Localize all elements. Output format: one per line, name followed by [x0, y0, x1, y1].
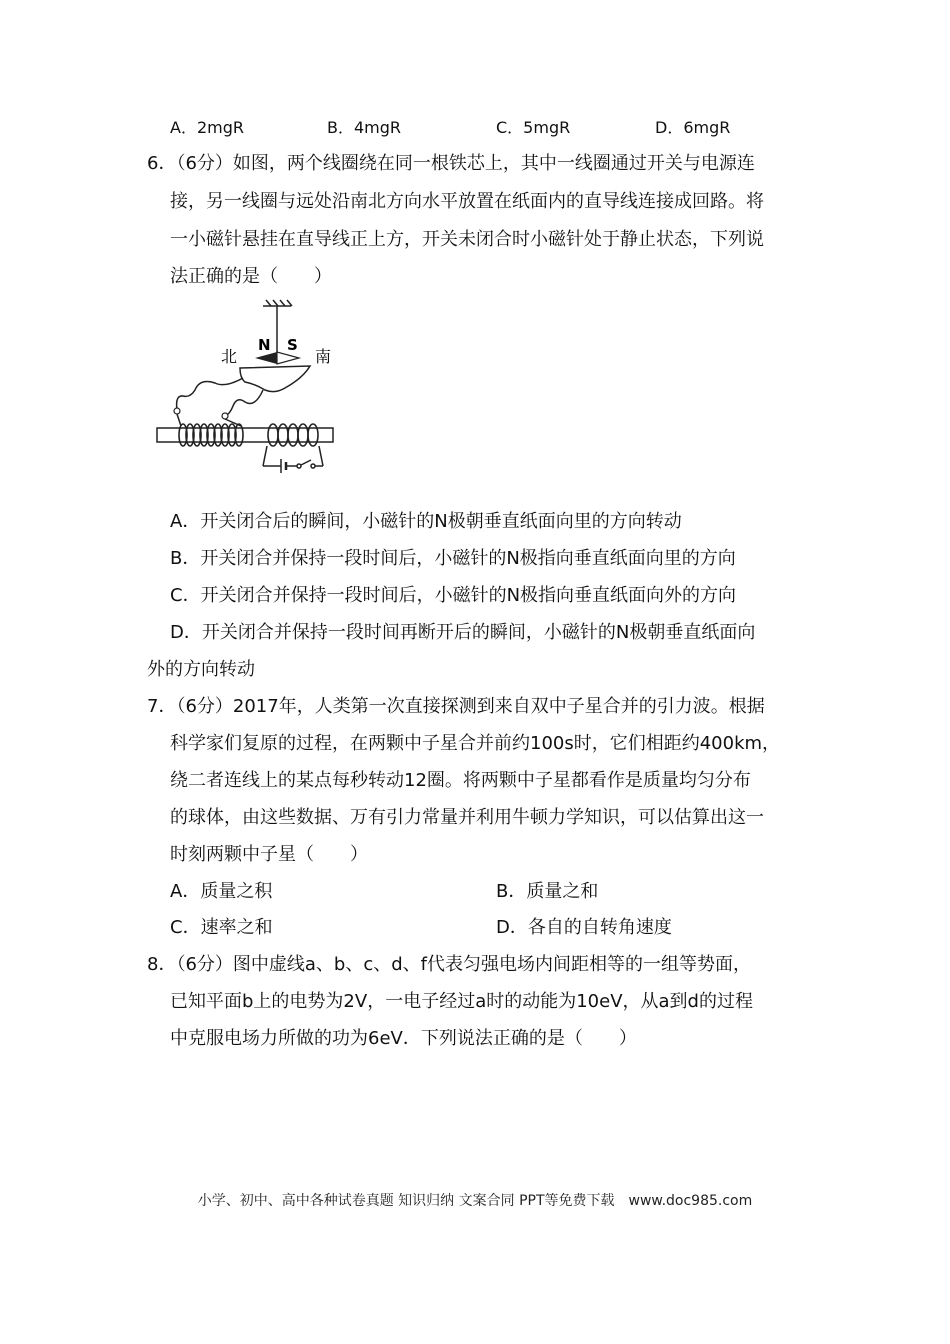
iron-core: [157, 428, 333, 442]
q7-stem-line-5: 时刻两颗中子星（ ）: [170, 844, 368, 865]
q7-option-b: B．质量之和: [496, 881, 599, 902]
straight-wire: [240, 366, 310, 392]
q7-stem-line-1: 7．（6分）2017年，人类第一次直接探测到来自双中子星合并的引力波。根据: [147, 696, 765, 717]
q7-option-a: A．质量之积: [170, 881, 273, 902]
south-label: 南: [315, 347, 332, 366]
battery-switch-circuit: [263, 446, 323, 473]
q6-stem-line-3: 一小磁针悬挂在直导线正上方，开关未闭合时小磁针处于静止状态，下列说: [170, 229, 764, 250]
q6-option-a: A．开关闭合后的瞬间，小磁针的N极朝垂直纸面向里的方向转动: [170, 511, 682, 532]
q8-stem-line-2: 已知平面b上的电势为2V，一电子经过a时的动能为10eV，从a到d的过程: [170, 991, 753, 1012]
q6-option-b: B．开关闭合并保持一段时间后，小磁针的N极指向垂直纸面向里的方向: [170, 548, 736, 569]
q5-option-b: B．4mgR: [327, 118, 402, 137]
q6-stem-line-1: 6．（6分）如图，两个线圈绕在同一根铁芯上，其中一线圈通过开关与电源连: [147, 153, 755, 174]
q6-option-d-continued: 外的方向转动: [147, 659, 255, 680]
q5-option-d: D．6mgR: [655, 118, 731, 137]
s-pole-label: S: [287, 336, 298, 354]
q6-stem-line-2: 接，另一线圈与远处沿南北方向水平放置在纸面内的直导线连接成回路。将: [170, 191, 764, 212]
q6-option-c: C．开关闭合并保持一段时间后，小磁针的N极指向垂直纸面向外的方向: [170, 585, 737, 606]
q6-stem-line-4: 法正确的是（ ）: [170, 266, 332, 287]
q8-stem-line-3: 中克服电场力所做的功为6eV．下列说法正确的是（ ）: [170, 1028, 637, 1049]
q7-option-d: D．各自的自转角速度: [496, 917, 672, 938]
n-pole-label: N: [258, 336, 271, 354]
q5-option-a: A．2mgR: [170, 118, 244, 137]
q6-figure: [145, 298, 345, 483]
q7-stem-line-2: 科学家们复原的过程，在两颗中子星合并前约100s时，它们相距约400km，: [170, 733, 781, 754]
q6-option-d: D．开关闭合并保持一段时间再断开后的瞬间，小磁针的N极朝垂直纸面向: [170, 622, 756, 643]
north-label: 北: [221, 347, 238, 366]
q7-option-c: C．速率之和: [170, 917, 273, 938]
q5-option-c: C．5mgR: [496, 118, 571, 137]
lead-wire-right: [225, 390, 263, 416]
q7-stem-line-4: 的球体，由这些数据、万有引力常量并利用牛顿力学知识，可以估算出这一: [170, 807, 764, 828]
q7-stem-line-3: 绕二者连线上的某点每秒转动12圈。将两颗中子星都看作是质量均匀分布: [170, 770, 751, 791]
page-footer: 小学、初中、高中各种试卷真题 知识归纳 文案合同 PPT等免费下载 www.doc985.com: [197, 1193, 753, 1209]
q8-stem-line-1: 8．（6分）图中虚线a、b、c、d、f代表匀强电场内间距相等的一组等势面，: [147, 954, 752, 975]
